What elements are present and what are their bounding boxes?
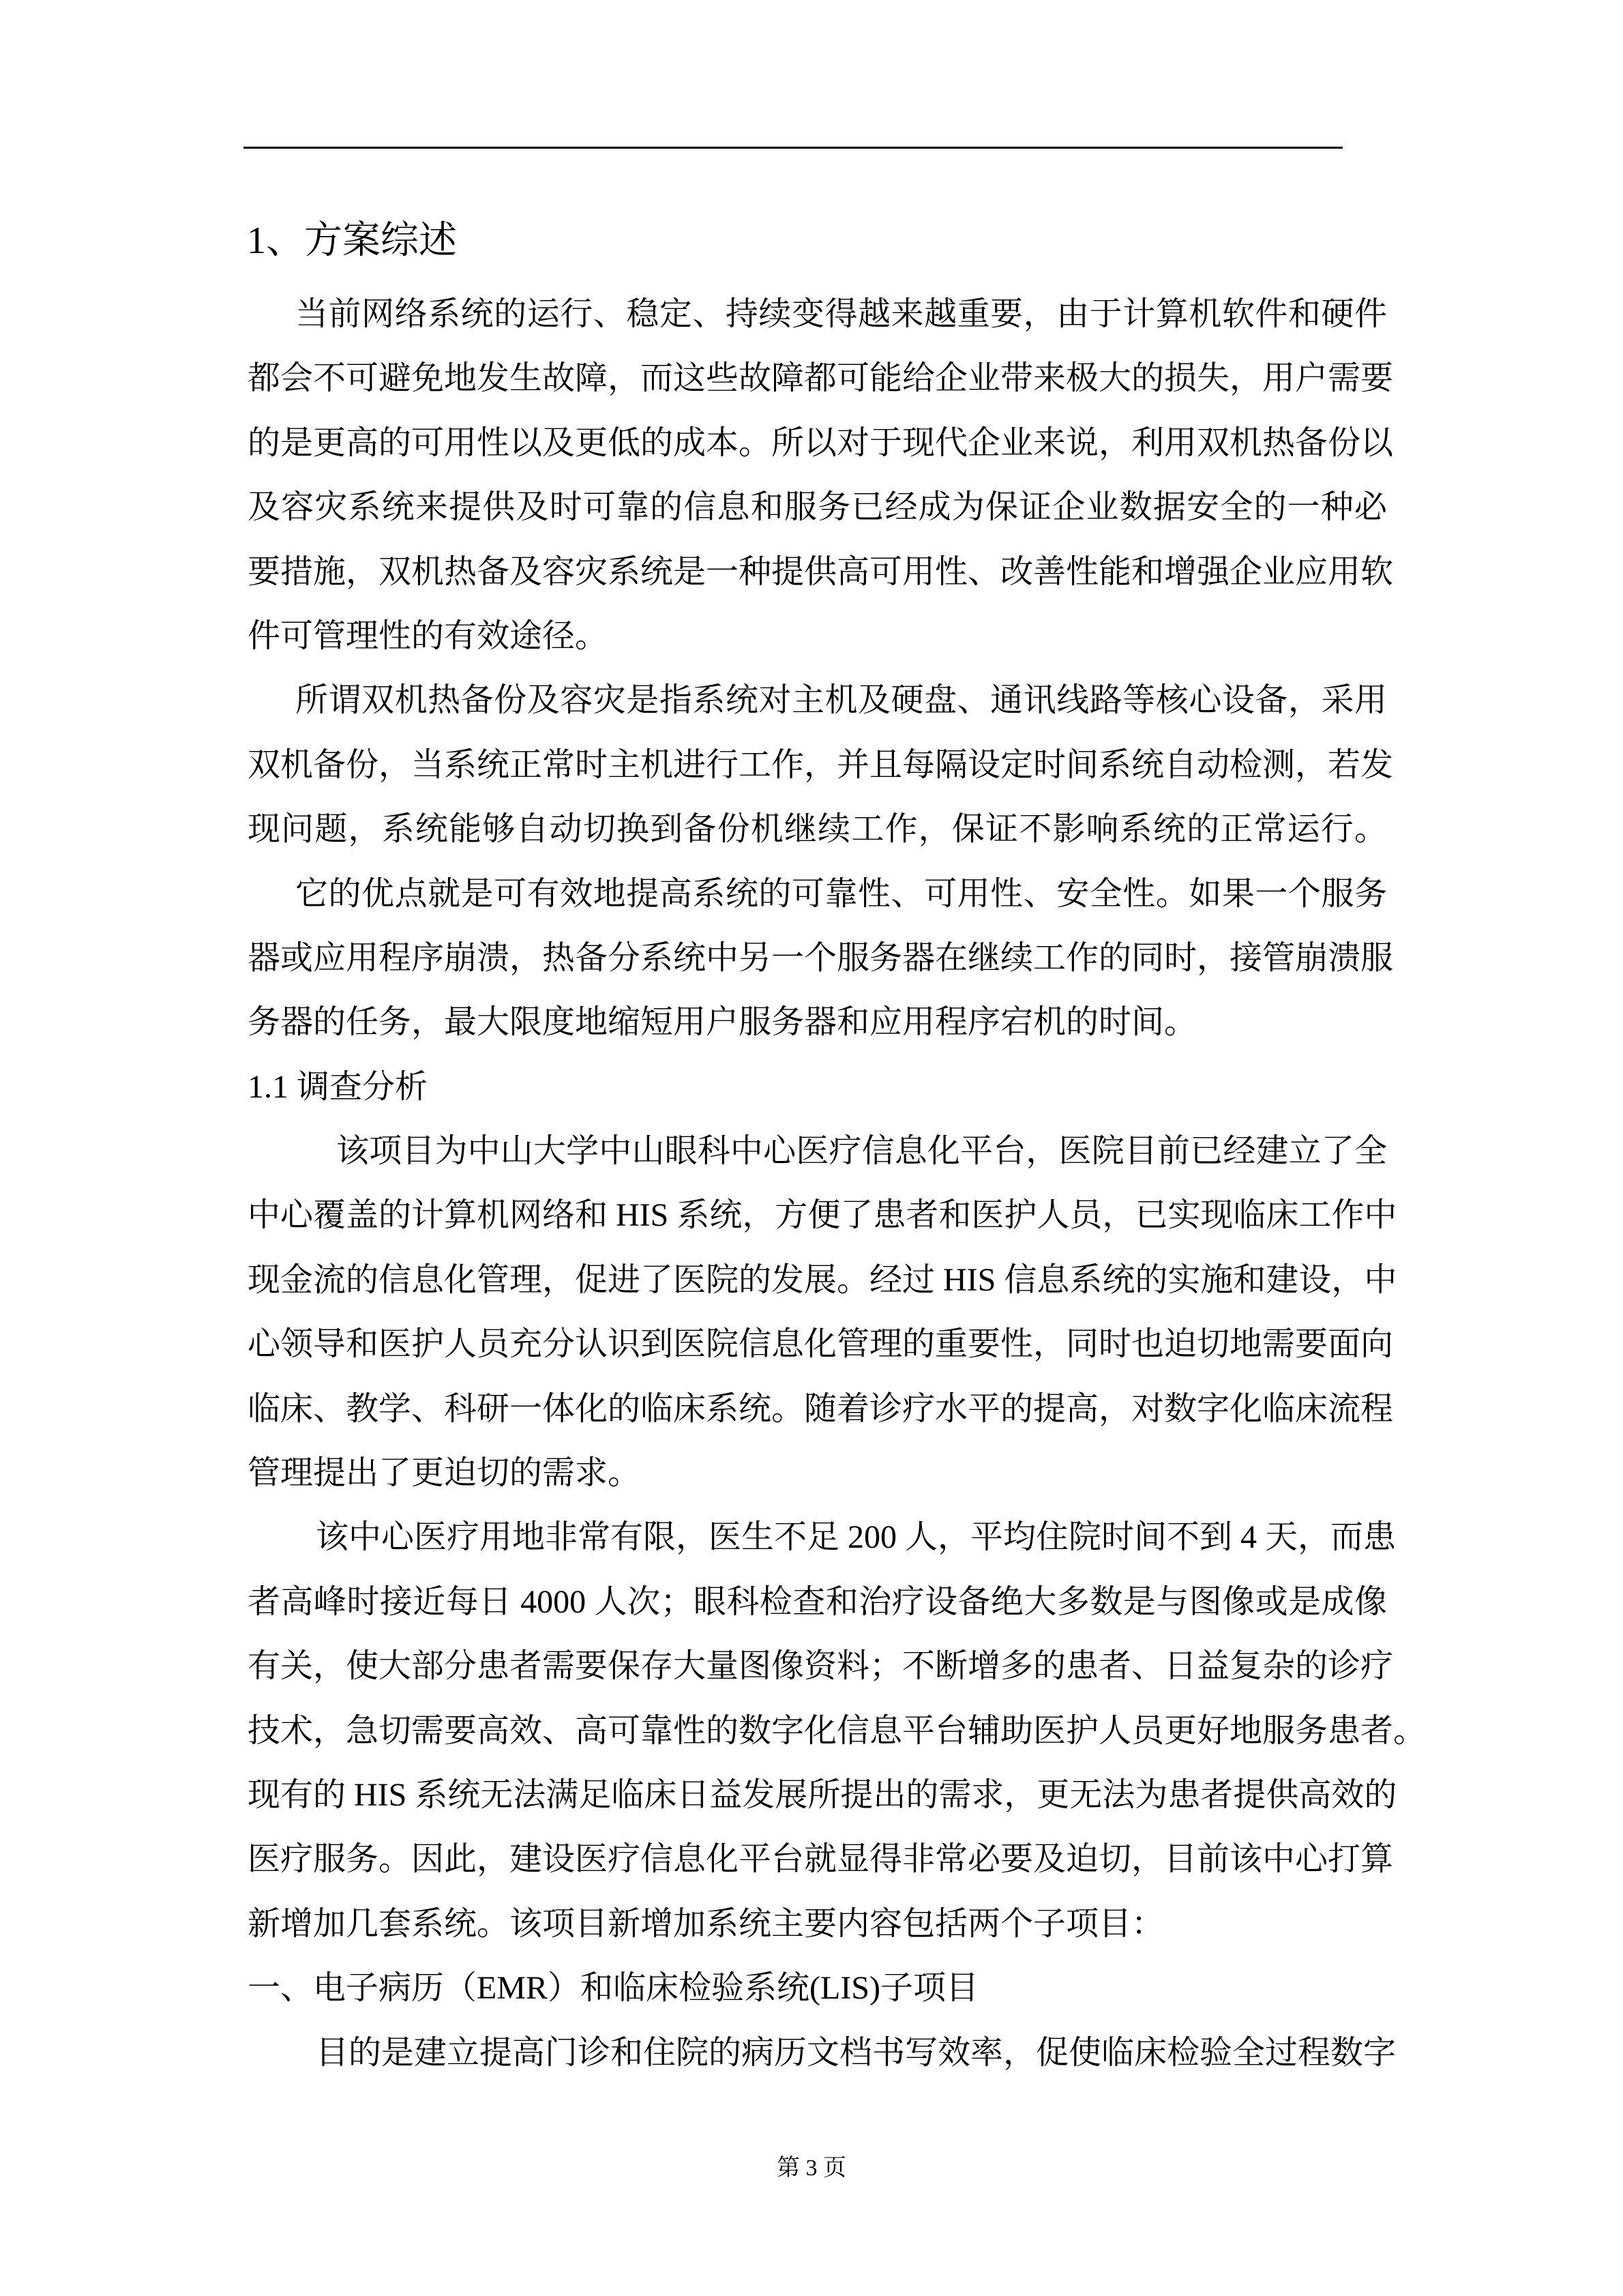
text-line: 及容灾系统来提供及时可靠的信息和服务已经成为保证企业数据安全的一种必: [248, 489, 1387, 526]
text-line: 该项目为中山大学中山眼科中心医疗信息化平台，医院目前已经建立了全: [336, 1133, 1387, 1170]
section-heading: 1、方案综述: [247, 220, 457, 262]
text-line: 目的是建立提高门诊和住院的病历文档书写效率，促使临床检验全过程数字: [316, 2034, 1397, 2071]
text-line: 中心覆盖的计算机网络和 HIS 系统，方便了患者和医护人员，已实现临床工作中: [248, 1197, 1397, 1234]
text-line: 该中心医疗用地非常有限，医生不足 200 人，平均住院时间不到 4 天，而患: [316, 1519, 1397, 1556]
text-line: 件可管理性的有效途径。: [248, 617, 608, 654]
page-number: 第 3 页: [777, 2155, 846, 2181]
text-line: 器或应用程序崩溃，热备分系统中另一个服务器在继续工作的同时，接管崩溃服: [248, 939, 1394, 976]
header-rule: [243, 147, 1343, 149]
text-line: 它的优点就是可有效地提高系统的可靠性、可用性、安全性。如果一个服务: [295, 875, 1387, 912]
text-line: 要措施，双机热备及容灾系统是一种提供高可用性、改善性能和增强企业应用软: [248, 553, 1394, 590]
text-line: 当前网络系统的运行、稳定、持续变得越来越重要，由于计算机软件和硬件: [295, 296, 1387, 332]
text-line: 务器的任务，最大限度地缩短用户服务器和应用程序宕机的时间。: [248, 1004, 1197, 1041]
text-line: 医疗服务。因此，建设医疗信息化平台就显得非常必要及迫切，目前该中心打算: [248, 1841, 1394, 1878]
text-line: 有关，使大部分患者需要保存大量图像资料；不断增多的患者、日益复杂的诊疗: [248, 1648, 1394, 1685]
text-line: 心领导和医护人员充分认识到医院信息化管理的重要性，同时也迫切地需要面向: [248, 1326, 1394, 1363]
text-line: 临床、教学、科研一体化的临床系统。随着诊疗水平的提高，对数字化临床流程: [248, 1390, 1394, 1427]
text-line: 现有的 HIS 系统无法满足临床日益发展所提出的需求，更无法为患者提供高效的: [248, 1776, 1397, 1813]
text-line: 新增加几套系统。该项目新增加系统主要内容包括两个子项目：: [248, 1905, 1165, 1942]
text-line: 管理提出了更迫切的需求。: [248, 1455, 641, 1492]
text-line: 的是更高的可用性以及更低的成本。所以对于现代企业来说，利用双机热备份以: [248, 424, 1394, 461]
text-line: 现问题，系统能够自动切换到备份机继续工作，保证不影响系统的正常运行。: [248, 811, 1387, 848]
text-line: 技术，急切需要高效、高可靠性的数字化信息平台辅助医护人员更好地服务患者。: [248, 1712, 1427, 1749]
text-line: 都会不可避免地发生故障，而这些故障都可能给企业带来极大的损失，用户需要: [248, 360, 1394, 397]
text-line: 一、电子病历（EMR）和临床检验系统(LIS)子项目: [248, 1970, 979, 2007]
text-line: 者高峰时接近每日 4000 人次；眼科检查和治疗设备绝大多数是与图像或是成像: [248, 1583, 1387, 1620]
text-line: 现金流的信息化管理，促进了医院的发展。经过 HIS 信息系统的实施和建设，中: [248, 1261, 1397, 1298]
text-line: 所谓双机热备份及容灾是指系统对主机及硬盘、通讯线路等核心设备，采用: [295, 682, 1387, 719]
subsection-heading: 1.1 调查分析: [248, 1068, 428, 1105]
document-body: [248, 282, 1427, 2085]
text-line: 双机备份，当系统正常时主机进行工作，并且每隔设定时间系统自动检测，若发: [248, 746, 1394, 783]
